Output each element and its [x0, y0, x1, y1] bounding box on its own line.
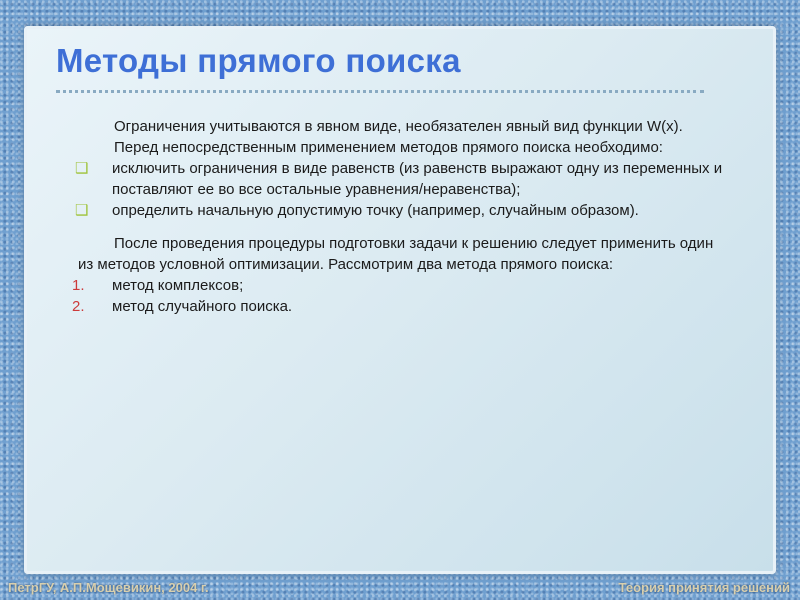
footer-course: Теория принятия решений	[618, 580, 790, 595]
numbered-item	[72, 275, 728, 296]
list-number: 1.	[72, 277, 85, 294]
numbered-text: метод комплексов;	[112, 277, 244, 294]
checkbox-bullet-icon: ❑	[75, 202, 89, 219]
numbered-item	[72, 296, 728, 317]
bullet-text: определить начальную допустимую точку (например, случайным образом).	[112, 202, 639, 219]
paragraph-before-applying: Перед непосредственным применением методов прямого поиска необходимо:	[114, 139, 663, 156]
slide-title: Методы прямого поиска	[56, 42, 461, 79]
list-number: 2.	[72, 298, 85, 315]
paragraph-constraints: Ограничения учитываются в явном виде, необязателен явный вид функции W(x).	[114, 118, 683, 135]
slide-panel	[24, 26, 776, 574]
slide-content	[72, 116, 728, 317]
paragraph-after-preparation: После проведения процедуры подготовки задачи к решению следует применить один из методов условной оптимизации. Рассмотрим два метода прямого поиска:	[78, 235, 714, 273]
footer-author: ПетрГУ, А.П.Мощевикин, 2004 г.	[8, 580, 209, 595]
title-divider	[56, 90, 704, 93]
bullet-text: исключить ограничения в виде равенств (из равенств выражают одну из переменных и поставляют ее во все остальные уравнения/неравенства);	[112, 160, 723, 198]
spacer	[78, 221, 728, 233]
bullet-item	[75, 158, 728, 200]
checkbox-bullet-icon: ❑	[75, 160, 89, 177]
numbered-text: метод случайного поиска.	[112, 298, 293, 315]
bullet-item	[75, 200, 728, 221]
